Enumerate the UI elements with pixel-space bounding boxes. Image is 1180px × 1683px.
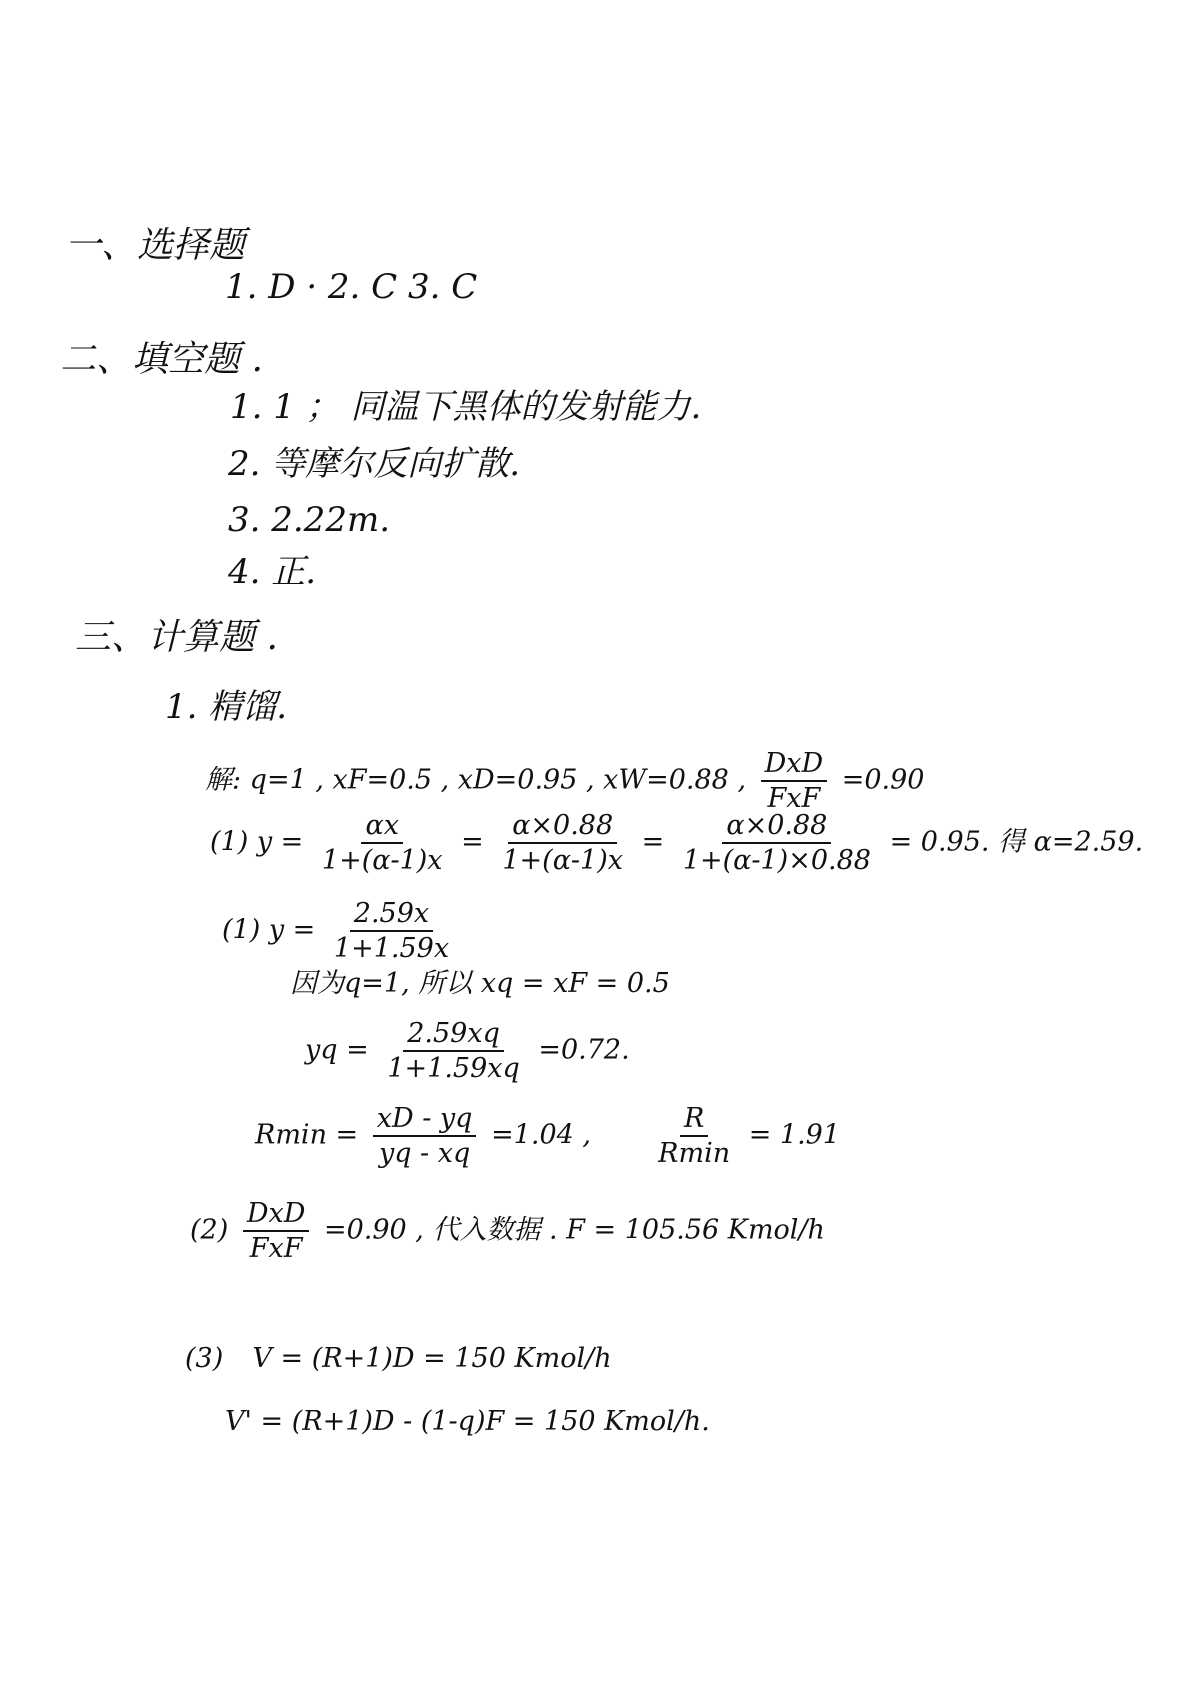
question-1-title: 1. 精馏. xyxy=(165,687,288,727)
part-1-frac-2-num: α×0.88 xyxy=(508,812,617,844)
part-1-equation xyxy=(210,812,1143,874)
part-1-frac-1 xyxy=(318,812,447,874)
yq-label: yq = xyxy=(305,1034,369,1066)
rmin-label: Rmin = xyxy=(255,1119,359,1151)
part-3-line-1 xyxy=(185,1345,612,1372)
part-2-rest: =0.90 , 代入数据 . F = 105.56 Kmol/h xyxy=(323,1214,825,1246)
part-1-eq-sign-1: = xyxy=(461,826,484,858)
yq-equation xyxy=(305,1020,630,1082)
rmin-frac-num: xD - yq xyxy=(373,1105,477,1137)
given-fraction-value: =0.90 xyxy=(841,764,925,796)
part-1-frac-3 xyxy=(679,812,875,874)
part-3-line-2: V' = (R+1)D - (1-q)F = 150 Kmol/h. xyxy=(225,1406,710,1437)
rmin-equation xyxy=(255,1105,840,1167)
part-2-frac-den: FxF xyxy=(249,1233,303,1264)
part-2-frac xyxy=(243,1200,310,1262)
part-1-label: (1) xyxy=(210,826,249,858)
part-1b-frac-num: 2.59x xyxy=(350,900,433,932)
part-1-frac-1-num: αx xyxy=(361,812,402,844)
ratio-frac-num: R xyxy=(680,1105,708,1137)
part-2-frac-num: DxD xyxy=(243,1200,310,1232)
ratio-value: = 1.91 xyxy=(748,1119,841,1151)
given-fraction xyxy=(761,750,828,812)
section-1-answers: 1. D · 2. C 3. C xyxy=(225,267,478,307)
fill-answer-3: 3. 2.22m. xyxy=(228,500,390,540)
part-1-frac-3-den: 1+(α-1)×0.88 xyxy=(682,845,871,876)
part-1-eq-sign-2: = xyxy=(641,826,665,858)
part-2-label: (2) xyxy=(190,1214,229,1246)
part-2-equation xyxy=(190,1200,825,1262)
part-1-frac-1-den: 1+(α-1)x xyxy=(321,845,443,876)
because-line: 因为q=1, 所以 xq = xF = 0.5 xyxy=(290,968,670,999)
given-fraction-num: DxD xyxy=(761,750,828,782)
rmin-value: =1.04 , xyxy=(491,1119,591,1151)
section-1-title: 一、选择题 xyxy=(65,225,246,266)
part-1-frac-2 xyxy=(498,812,627,874)
given-fraction-den: FxF xyxy=(767,783,821,814)
yq-frac-num: 2.59xq xyxy=(403,1020,504,1052)
given-line xyxy=(205,750,925,812)
section-3-title: 三、计算题 . xyxy=(75,617,278,658)
part-1-frac-3-num: α×0.88 xyxy=(722,812,831,844)
part-1b-equation xyxy=(222,900,459,962)
yq-value: =0.72. xyxy=(538,1034,630,1066)
fill-answer-2: 2. 等摩尔反向扩散. xyxy=(228,444,521,484)
part-1-y: y = xyxy=(256,826,304,858)
yq-frac xyxy=(383,1020,523,1082)
fill-answer-1: 1. 1 ； 同温下黑体的发射能力. xyxy=(230,387,702,427)
part-1-frac-2-den: 1+(α-1)x xyxy=(502,845,623,876)
ratio-frac xyxy=(654,1105,734,1167)
section-2-title: 二、填空题 . xyxy=(60,339,263,380)
part-1b-frac xyxy=(330,900,453,962)
part-1b-label: (1) xyxy=(222,914,261,946)
yq-frac-den: 1+1.59xq xyxy=(387,1053,520,1084)
rmin-frac-den: yq - xq xyxy=(378,1138,471,1169)
part-1-result: = 0.95. 得 α=2.59. xyxy=(889,826,1144,858)
fill-answer-4: 4. 正. xyxy=(228,552,317,592)
given-prefix: 解: q=1 , xF=0.5 , xD=0.95 , xW=0.88 , xyxy=(205,764,747,796)
part-1b-frac-den: 1+1.59x xyxy=(333,933,450,964)
rmin-frac xyxy=(373,1105,477,1167)
part-1b-y: y = xyxy=(268,914,316,946)
part-3-label: (3) xyxy=(185,1343,224,1374)
ratio-frac-den: Rmin xyxy=(658,1138,731,1169)
part-3-eq-1: V = (R+1)D = 150 Kmol/h xyxy=(252,1343,612,1374)
